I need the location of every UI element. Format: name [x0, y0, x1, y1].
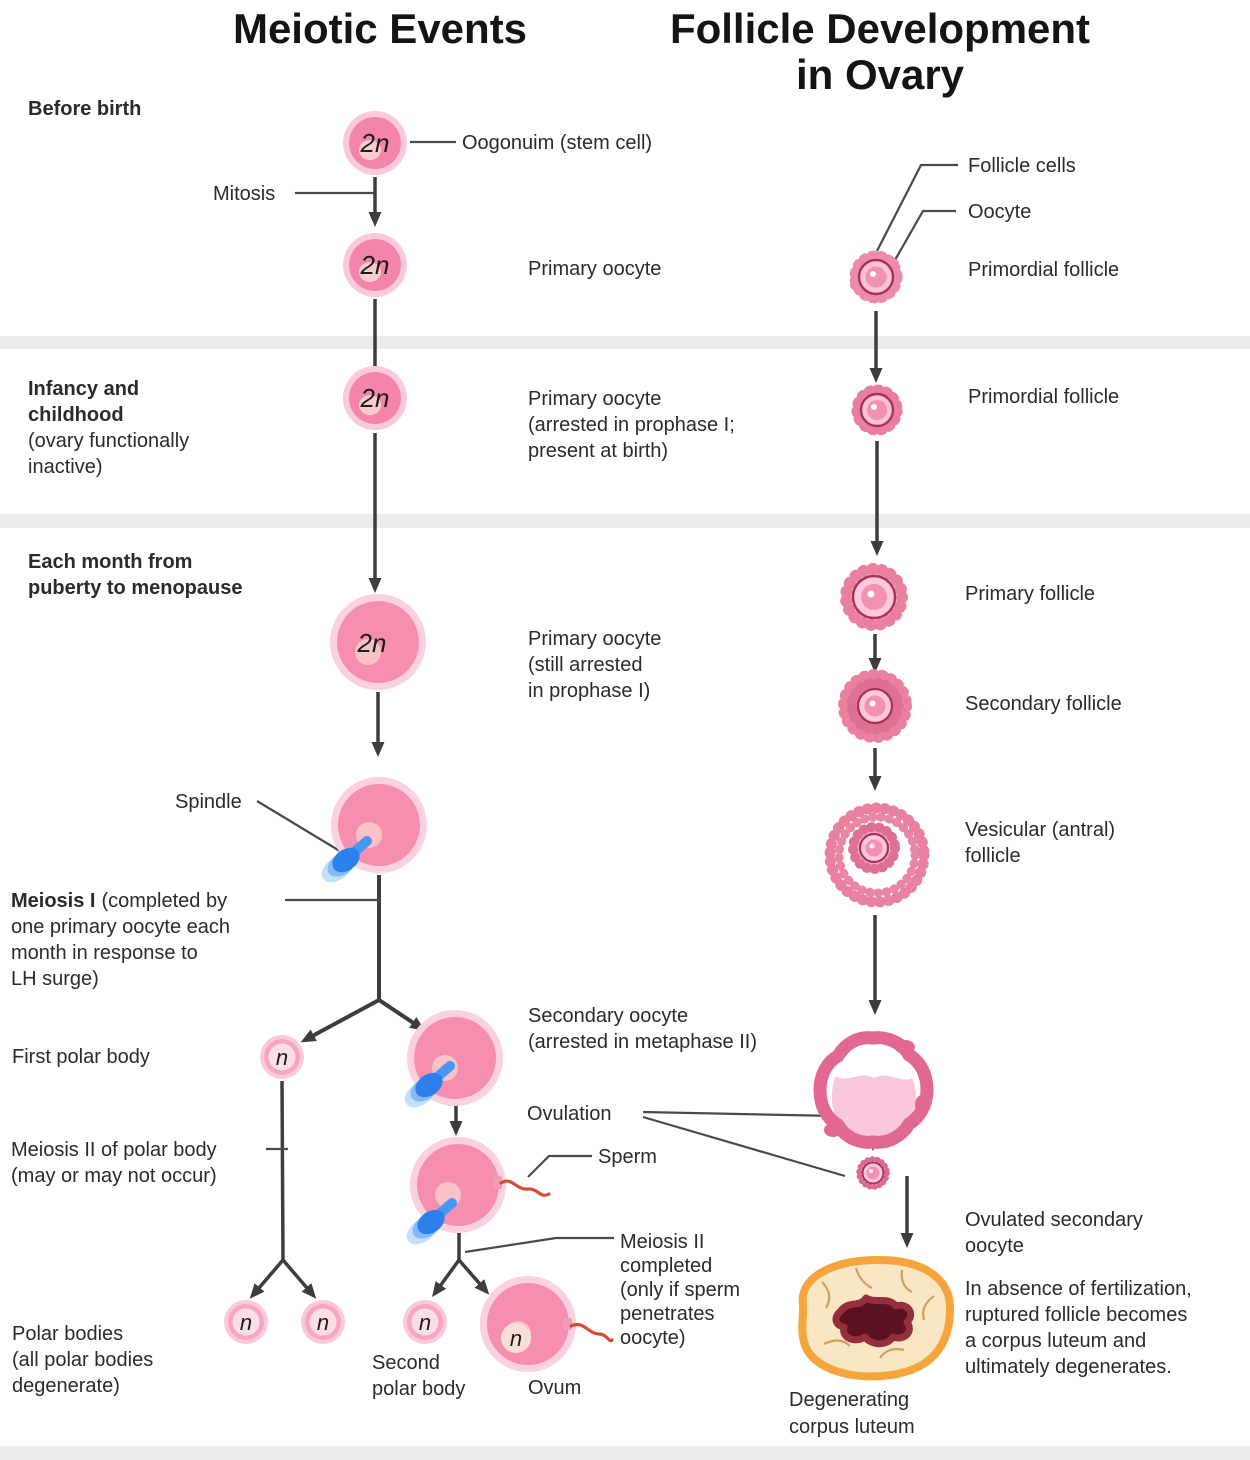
label-primary-follicle: Primary follicle — [965, 583, 1096, 605]
label-follicle-cells: Follicle cells — [968, 155, 1076, 177]
polar-body-2-ploidy-label: n — [316, 1310, 330, 1335]
label-secondary-oocyte-line2: (arrested in metaphase II) — [528, 1031, 757, 1053]
polar-body-1-ploidy-label: n — [239, 1310, 253, 1335]
label-primordial-follicle-1: Primordial follicle — [968, 259, 1120, 281]
label-no-fertilization-line2: ruptured follicle becomes — [965, 1304, 1188, 1326]
label-first-polar-body: First polar body — [12, 1046, 150, 1068]
oocyte-core — [867, 1167, 880, 1180]
oocyte-core — [867, 400, 887, 420]
label-no-fertilization-line3: a corpus luteum and — [965, 1330, 1147, 1352]
divider-band-1 — [0, 336, 1250, 349]
meiosis-ii-completed-leader-line — [465, 1238, 614, 1252]
arrow-to-secondary-oocyte — [379, 1000, 421, 1028]
label-degenerating-line1: Degenerating — [789, 1389, 910, 1411]
label-polar-bodies-line1: Polar bodies — [12, 1323, 124, 1345]
label-no-fertilization-line1: In absence of fertilization, — [965, 1278, 1192, 1300]
follicle-stages — [802, 255, 950, 1376]
label-second-polar-body-line1: Second — [372, 1352, 440, 1374]
ovulation-leader-line-2 — [643, 1117, 845, 1176]
oogonium-ploidy-label: 2n — [360, 128, 390, 158]
stage-before-birth: Before birth — [28, 98, 142, 120]
label-meiosis-i-bold: Meiosis I — [11, 890, 96, 912]
vesicular-antral-follicle — [830, 808, 924, 902]
title-in-ovary: in Ovary — [795, 51, 965, 98]
label-second-polar-body-line2: polar body — [372, 1378, 466, 1400]
label-vesicular-follicle-line1: Vesicular (antral) — [965, 819, 1116, 841]
label-meiosis-ii-polar-line1: Meiosis II of polar body — [11, 1139, 217, 1161]
sperm-tail-icon — [571, 1325, 612, 1341]
nucleolus — [868, 591, 875, 598]
label-primary-oocyte-arrested-line1: Primary oocyte — [528, 388, 662, 410]
follicle-cells-leader-line — [877, 165, 958, 251]
label-meiosis-i-line4: LH surge) — [11, 968, 99, 990]
label-primordial-follicle-2: Primordial follicle — [968, 386, 1120, 408]
arrow-polar-body-right — [283, 1260, 313, 1295]
primary-oocyte-1-ploidy-label: 2n — [360, 250, 390, 280]
label-meiosis-ii-completed-line2: completed — [620, 1255, 713, 1277]
polar-body-stem-line — [282, 1081, 283, 1260]
label-polar-bodies-line2: (all polar bodies — [12, 1349, 154, 1371]
divider-band-2 — [0, 514, 1250, 528]
ovulated-secondary-oocyte-cell — [859, 1159, 887, 1187]
label-oogonium: Oogonuim (stem cell) — [462, 132, 653, 154]
primary-follicle — [846, 569, 902, 625]
nucleolus — [871, 404, 877, 410]
primordial-follicle-2 — [856, 389, 898, 431]
label-ovulated-oocyte-line2: oocyte — [965, 1235, 1024, 1257]
label-primary-oocyte: Primary oocyte — [528, 258, 662, 280]
secondary-follicle — [844, 675, 906, 737]
nucleolus — [870, 271, 876, 277]
stage-infancy-line1: Infancy and — [28, 378, 140, 400]
stage-monthly-line1: Each month from — [28, 551, 193, 573]
label-spindle: Spindle — [175, 791, 242, 813]
primary-oocyte-3-ploidy-label: 2n — [357, 628, 387, 658]
label-secondary-follicle: Secondary follicle — [965, 693, 1122, 715]
label-meiosis-ii-completed-line3: (only if sperm — [620, 1279, 741, 1301]
arrow-to-first-polar-body — [305, 1000, 379, 1040]
stage-infancy-line4: inactive) — [28, 456, 103, 478]
label-meiosis-ii-polar-line2: (may or may not occur) — [11, 1165, 217, 1187]
label-primary-oocyte-still-line1: Primary oocyte — [528, 628, 662, 650]
label-meiosis-ii-completed-line1: Meiosis II — [620, 1231, 705, 1253]
title-follicle-development: Follicle Development — [669, 5, 1091, 52]
label-degenerating-line2: corpus luteum — [789, 1416, 915, 1438]
label-meiosis-i-line2: one primary oocyte each — [11, 916, 231, 938]
oocyte-core — [865, 696, 886, 717]
arrow-to-second-polar-body — [435, 1260, 459, 1293]
label-primary-oocyte-arrested-line2: (arrested in prophase I; — [528, 414, 735, 436]
arrow-to-ovum — [459, 1260, 486, 1291]
label-secondary-oocyte-line1: Secondary oocyte — [528, 1005, 689, 1027]
second-polar-body-ploidy-label: n — [418, 1310, 432, 1335]
first-polar-body-ploidy-label: n — [275, 1045, 289, 1070]
ovum-cell — [480, 1276, 612, 1372]
arrow-polar-body-left — [253, 1260, 283, 1295]
ruptured-follicle — [820, 1038, 929, 1143]
label-meiosis-ii-completed-line4: penetrates — [620, 1303, 715, 1325]
sperm-leader-line — [528, 1156, 592, 1177]
primordial-follicle-1 — [850, 255, 899, 299]
nucleolus — [870, 701, 876, 707]
fertilized-oocyte-cell — [402, 1137, 549, 1250]
primary-oocyte-2-ploidy-label: 2n — [360, 383, 390, 413]
sperm-icon — [501, 1181, 549, 1195]
label-ovum: Ovum — [528, 1377, 582, 1399]
nucleolus — [869, 1169, 873, 1173]
label-meiosis-i-rest: (completed by — [101, 890, 228, 912]
label-oocyte: Oocyte — [968, 201, 1032, 223]
label-sperm: Sperm — [598, 1146, 657, 1168]
corpus-luteum-center — [836, 1298, 911, 1344]
nucleolus — [870, 844, 875, 849]
wall-lump — [895, 1040, 915, 1054]
title-meiotic-events: Meiotic Events — [232, 5, 528, 52]
stage-infancy-line3: (ovary functionally — [28, 430, 190, 452]
ovum-body — [480, 1276, 576, 1372]
label-polar-bodies-line3: degenerate) — [12, 1375, 120, 1397]
oocyte-core — [866, 840, 883, 857]
wall-lump — [824, 1123, 842, 1137]
ovulation-leader-line-1 — [643, 1112, 836, 1116]
oocyte-core — [861, 584, 887, 610]
divider-band-3 — [0, 1446, 1250, 1460]
label-primary-oocyte-arrested-line3: present at birth) — [528, 440, 669, 462]
label-meiosis-i-line1 — [11, 890, 227, 912]
label-meiosis-i-line3: month in response to — [11, 942, 198, 964]
label-primary-oocyte-still-line3: in prophase I) — [528, 680, 651, 702]
label-meiosis-ii-completed-line5: oocyte) — [620, 1327, 686, 1349]
wall-lump — [915, 1095, 929, 1115]
stage-infancy-line2: childhood — [28, 404, 124, 426]
label-ovulated-oocyte-line1: Ovulated secondary — [965, 1209, 1143, 1231]
label-primary-oocyte-still-line2: (still arrested — [528, 654, 643, 676]
sperm-entry-notch — [563, 1318, 572, 1330]
primary-oocyte-spindle-cell — [317, 777, 427, 888]
ovum-ploidy-label: n — [509, 1326, 523, 1351]
label-ovulation: Ovulation — [527, 1103, 612, 1125]
degenerating-corpus-luteum — [802, 1260, 950, 1376]
label-vesicular-follicle-line2: follicle — [965, 845, 1021, 867]
stage-monthly-line2: puberty to menopause — [28, 577, 243, 599]
oocyte-core — [866, 267, 887, 288]
label-mitosis: Mitosis — [213, 183, 276, 205]
label-no-fertilization-line4: ultimately degenerates. — [965, 1356, 1172, 1378]
